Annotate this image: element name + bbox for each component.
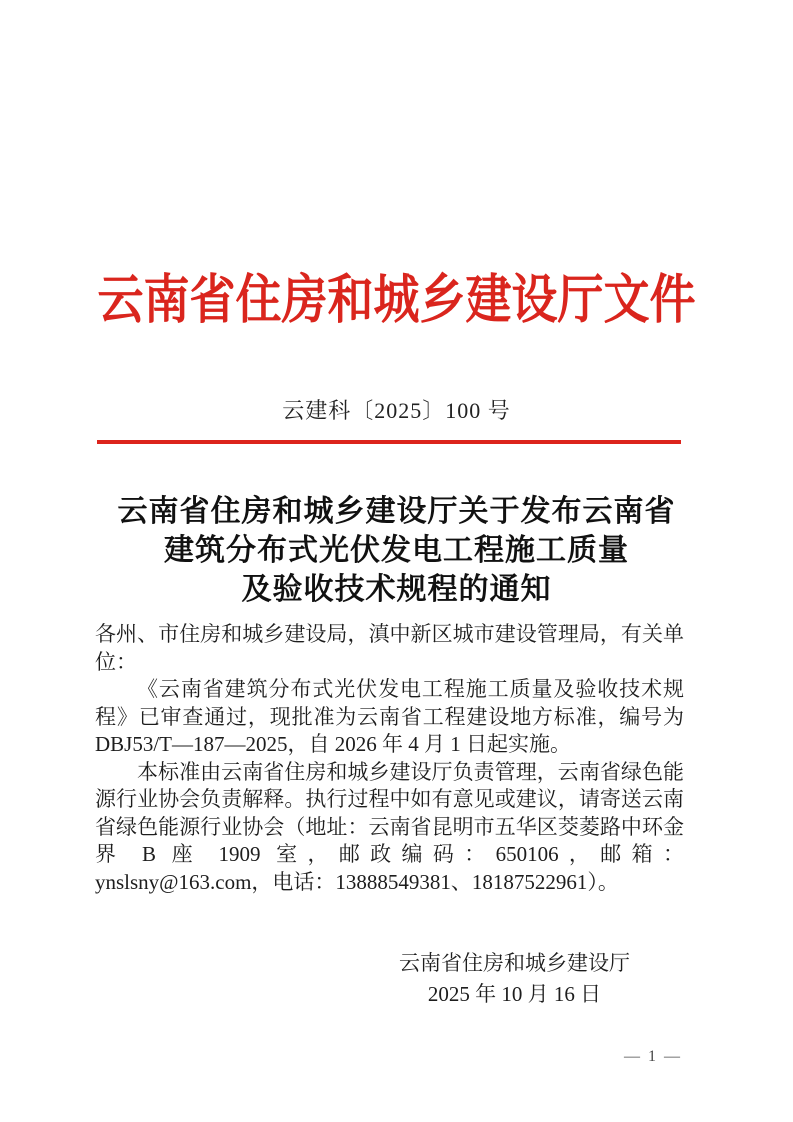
notice-title bbox=[0, 492, 793, 609]
notice-body bbox=[95, 621, 684, 1066]
paragraph-management-contact: 本标准由云南省住房和城乡建设厅负责管理，云南省绿色能源行业协会负责解释。执行过程中如有意见或建议，请寄送云南省绿色能源行业协会（地址：云南省昆明市五华区茭菱路中环金界 B 座 1909 室，邮政编码：650106，邮箱：ynslsny@163.com，电话：13888549381、18187522961）。 bbox=[95, 759, 684, 894]
paragraph-standard-approval: 《云南省建筑分布式光伏发电工程施工质量及验收技术规程》已审查通过，现批准为云南省工程建设地方标准，编号为 DBJ53/T—187—2025，自 2026 年 4 月 1 日起实施。 bbox=[95, 677, 684, 757]
red-divider-line bbox=[97, 440, 681, 444]
signature-org: 云南省住房和城乡建设厅 bbox=[399, 951, 630, 976]
notice-title-line-1: 云南省住房和城乡建设厅关于发布云南省 bbox=[117, 495, 676, 529]
signature-date: 2025 年 10 月 16 日 bbox=[427, 982, 602, 1007]
notice-title-line-2: 建筑分布式光伏发电工程施工质量 bbox=[164, 534, 629, 568]
document-number: 云建科〔2025〕100 号 bbox=[282, 398, 511, 424]
notice-title-line-3: 及验收技术规程的通知 bbox=[241, 573, 552, 607]
signature-block bbox=[399, 948, 630, 1010]
document-header-title: 云南省住房和城乡建设厅文件 bbox=[97, 270, 696, 329]
salutation: 各州、市住房和城乡建设局，滇中新区城市建设管理局，有关单位： bbox=[95, 622, 684, 674]
page-number: — 1 — bbox=[624, 1048, 682, 1066]
